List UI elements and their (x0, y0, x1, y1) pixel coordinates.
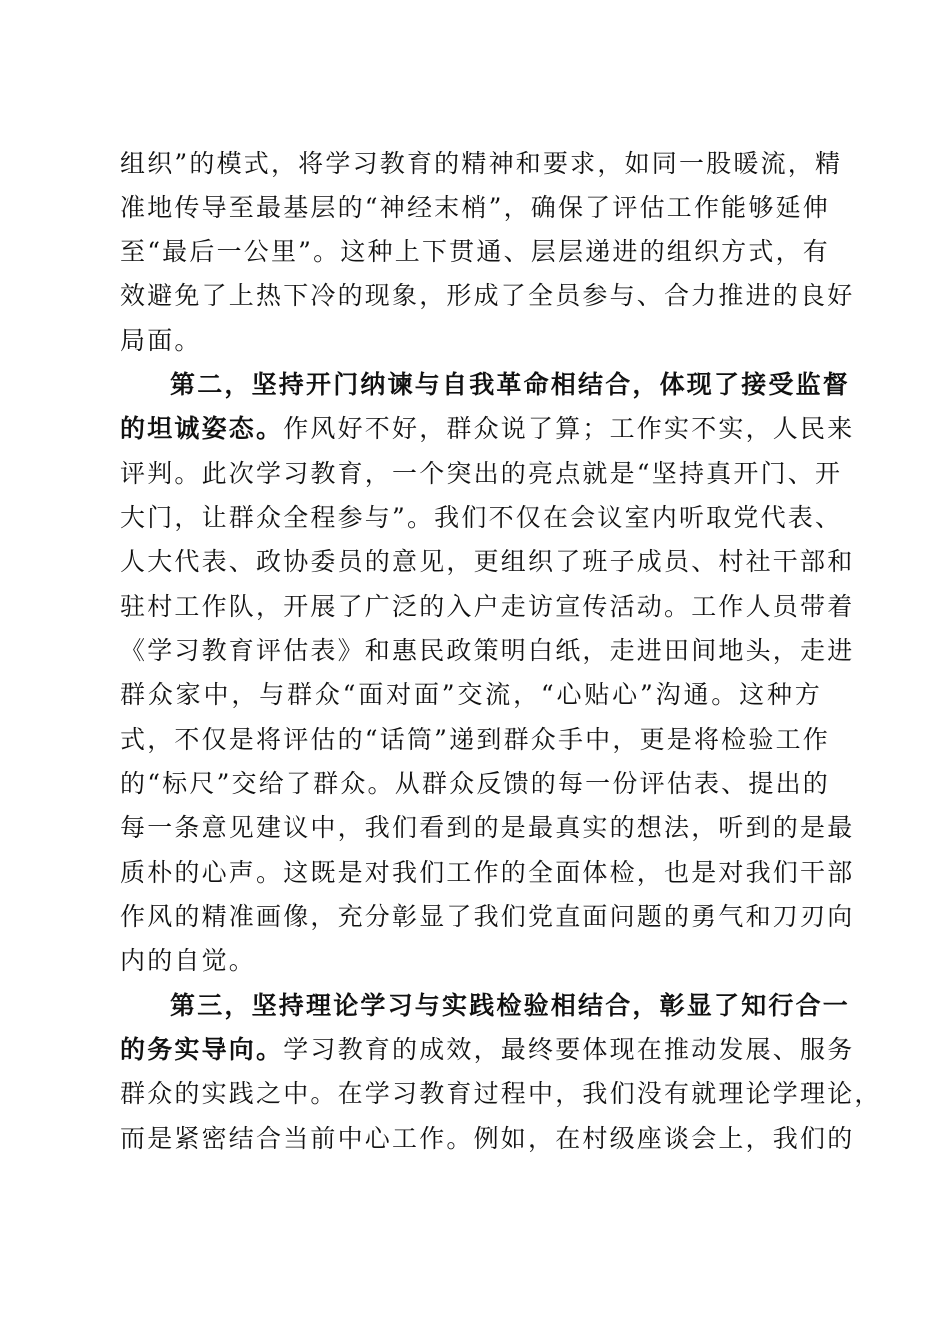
body-text-line: 《学习教育评估表》和惠民政策明白纸，走进田间地头，走进 (120, 636, 855, 665)
body-text-line: 评判。此次学习教育，一个突出的亮点就是“坚持真开门、开 (120, 459, 843, 488)
body-text-line: 每一条意见建议中，我们看到的是最真实的想法，听到的是最 (120, 813, 855, 842)
body-text-line: 式，不仅是将评估的“话筒”递到群众手中，更是将检验工作 (120, 725, 830, 754)
body-text-segment: 学习教育的成效，最终要体现在推动发展、服务 (283, 1035, 855, 1064)
body-text-line: 准地传导至最基层的“神经末梢”，确保了评估工作能够延伸 (120, 193, 830, 222)
section-heading-line: 第二，坚持开门纳谏与自我革命相结合，体现了接受监督 (170, 370, 851, 399)
body-text-line: 局面。 (120, 326, 202, 355)
body-text-segment: 作风好不好，群众说了算；工作实不实，人民来 (283, 414, 855, 443)
mixed-heading-line (120, 409, 855, 449)
section-heading-tail: 的坦诚姿态。 (120, 414, 284, 443)
body-text-line: 驻村工作队，开展了广泛的入户走访宣传活动。工作人员带着 (120, 592, 855, 621)
body-text-line: 群众的实践之中。在学习教育过程中，我们没有就理论学理论， (120, 1079, 882, 1108)
body-text-line: 效避免了上热下冷的现象，形成了全员参与、合力推进的良好 (120, 281, 855, 310)
mixed-heading-line (120, 1030, 855, 1070)
body-text-line: 质朴的心声。这既是对我们工作的全面体检，也是对我们干部 (120, 858, 855, 887)
body-text-line: 作风的精准画像，充分彰显了我们党直面问题的勇气和刀刃向 (120, 902, 855, 931)
body-text-line: 而是紧密结合当前中心工作。例如，在村级座谈会上，我们的 (120, 1124, 855, 1153)
section-heading-tail: 的务实导向。 (120, 1035, 284, 1064)
body-text-line: 组织”的模式，将学习教育的精神和要求，如同一股暖流，精 (120, 149, 843, 178)
body-text-line: 群众家中，与群众“面对面”交流，“心贴心”沟通。这种方 (120, 680, 822, 709)
body-text-line: 大门，让群众全程参与”。我们不仅在会议室内听取党代表、 (120, 503, 843, 532)
section-heading-line: 第三，坚持理论学习与实践检验相结合，彰显了知行合一 (170, 991, 851, 1020)
body-text-line: 内的自觉。 (120, 946, 257, 975)
body-text-line: 人大代表、政协委员的意见，更组织了班子成员、村社干部和 (120, 547, 855, 576)
body-text-line: 至“最后一公里”。这种上下贯通、层层递进的组织方式，有 (120, 237, 830, 266)
body-text-line: 的“标尺”交给了群众。从群众反馈的每一份评估表、提出的 (120, 769, 830, 798)
